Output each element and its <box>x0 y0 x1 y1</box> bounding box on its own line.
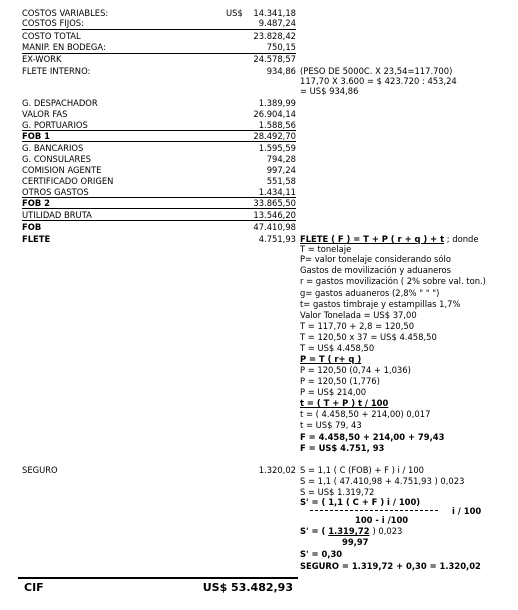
label-valor-fas: VALOR FAS <box>22 109 68 119</box>
label-certificado-origen: CERTIFICADO ORIGEN <box>22 176 114 186</box>
label-cif: CIF <box>24 581 44 594</box>
p-note-line: P = 120,50 (0,74 + 1,036) <box>300 365 411 375</box>
value-costos-fijos: 9.487,24 <box>258 18 296 28</box>
label-g-bancarios: G. BANCARIOS <box>22 143 84 153</box>
label-flete: FLETE <box>22 234 51 244</box>
flete-note-line: P= valor tonelaje considerando sólo <box>300 254 451 264</box>
value-fob-1: 28.492,70 <box>253 131 296 141</box>
label-costos-fijos: COSTOS FIJOS: <box>22 18 84 28</box>
rule-cif <box>18 577 298 579</box>
flete-note-line: g= gastos aduaneros (2,8% " " ") <box>300 288 440 298</box>
label-otros-gastos: OTROS GASTOS <box>22 187 89 197</box>
label-costos-variables: COSTOS VARIABLES: <box>22 8 109 18</box>
value-costos-variables: 14.341,18 <box>253 8 296 18</box>
label-g-consulares: G. CONSULARES <box>22 154 91 164</box>
value-certificado-origen: 551,58 <box>266 176 296 186</box>
s-prime-formula: S' = ( 1,1 ( C + F ) i / 100) <box>300 497 421 507</box>
seguro-note-line: S = 1,1 ( 47.410,98 + 4.751,93 ) 0,023 <box>300 476 465 486</box>
label-flete-interno: FLETE INTERNO: <box>22 66 91 76</box>
s-prime-calc-numerator: 1.319,72 <box>328 526 370 536</box>
value-g-despachador: 1.389,99 <box>258 98 296 108</box>
label-g-despachador: G. DESPACHADOR <box>22 98 98 108</box>
seguro-note-line: S = US$ 1.319,72 <box>300 487 375 497</box>
p-formula-head: P = T ( r+ q ) <box>300 354 362 364</box>
value-g-bancarios: 1.595,59 <box>258 143 296 153</box>
currency-costos-variables: US$ <box>226 8 243 18</box>
flete-formula-head: FLETE ( F ) = T + P ( r + q ) + t <box>300 234 445 244</box>
value-cif: US$ 53.482,93 <box>202 581 293 594</box>
rule-fob <box>22 220 296 221</box>
s-prime-calc-denominator: 99,97 <box>342 537 369 547</box>
seguro-total: SEGURO = 1.319,72 + 0,30 = 1.320,02 <box>300 561 481 571</box>
p-note-line: P = US$ 214,00 <box>300 387 367 397</box>
label-ex-work: EX-WORK <box>22 54 62 64</box>
label-costo-total: COSTO TOTAL <box>22 31 81 41</box>
s-prime-calc-tail: ) 0,023 <box>372 526 403 536</box>
s-prime-fraction-bar <box>310 510 438 511</box>
flete-note-line: T = 117,70 + 2,8 = 120,50 <box>300 321 415 331</box>
flete-note-line: T = US$ 4.458,50 <box>300 343 375 353</box>
value-manip-bodega: 750,15 <box>266 42 296 52</box>
value-flete: 4.751,93 <box>258 234 296 244</box>
rule-after-fob-2 <box>22 208 296 209</box>
t-formula-head: t = ( T + P ) t / 100 <box>300 398 389 408</box>
flete-interno-note-3: = US$ 934,86 <box>300 86 359 96</box>
seguro-note-line: S = 1,1 ( C (FOB) + F ) i / 100 <box>300 465 424 475</box>
p-note-line: P = 120,50 (1,776) <box>300 376 380 386</box>
label-manip-bodega: MANIP. EN BODEGA: <box>22 42 106 52</box>
flete-interno-note-1: (PESO DE 5000C. X 23,54=117.700) <box>300 66 453 76</box>
label-fob-2: FOB 2 <box>22 198 50 208</box>
value-ex-work: 24.578,57 <box>253 54 296 64</box>
value-fob-2: 33.865,50 <box>253 198 296 208</box>
flete-note-line: t= gastos timbraje y estampillas 1,7% <box>300 299 461 309</box>
value-g-portuarios: 1.588,56 <box>258 120 296 130</box>
s-prime-calc-label: S' = ( <box>300 526 326 536</box>
flete-note-line: T = 120,50 x 37 = US$ 4.458,50 <box>300 332 437 342</box>
flete-note-line: r = gastos movilización ( 2% sobre val. ton.) <box>300 276 486 286</box>
flete-formula-tail: ; donde <box>446 234 479 244</box>
flete-note-line: Gastos de movilización y aduaneros <box>300 265 452 275</box>
f-result-line: F = 4.458,50 + 214,00 + 79,43 <box>300 432 445 442</box>
label-comision-agente: COMISION AGENTE <box>22 165 102 175</box>
value-flete-interno: 934,86 <box>266 66 296 76</box>
value-fob: 47.410,98 <box>253 222 296 232</box>
f-result-line: F = US$ 4.751, 93 <box>300 443 385 453</box>
value-g-consulares: 794,28 <box>266 154 296 164</box>
value-seguro: 1.320,02 <box>258 465 296 475</box>
flete-note-line: Valor Tonelada = US$ 37,00 <box>300 310 417 320</box>
flete-interno-note-2: 117,70 X 3.600 = $ 423.720 : 453,24 <box>300 76 457 86</box>
s-prime-result: S' = 0,30 <box>300 549 343 559</box>
label-fob-1: FOB 1 <box>22 131 50 141</box>
flete-formula <box>300 234 479 244</box>
label-seguro: SEGURO <box>22 465 58 475</box>
s-prime-denominator: 100 - i /100 <box>355 515 409 525</box>
label-utilidad-bruta: UTILIDAD BRUTA <box>22 210 92 220</box>
value-comision-agente: 997,24 <box>266 165 296 175</box>
label-g-portuarios: G. PORTUARIOS <box>22 120 88 130</box>
rule-after-fob-1 <box>22 141 296 142</box>
value-valor-fas: 26.904,14 <box>253 109 296 119</box>
t-note-line: t = ( 4.458,50 + 214,00) 0,017 <box>300 409 431 419</box>
flete-note-line: T = tonelaje <box>300 244 352 254</box>
label-fob: FOB <box>22 222 42 232</box>
value-otros-gastos: 1.434,11 <box>258 187 296 197</box>
s-prime-calc <box>300 526 402 536</box>
value-costo-total: 23.828,42 <box>253 31 296 41</box>
s-prime-divisor: i / 100 <box>452 506 482 516</box>
value-utilidad-bruta: 13.546,20 <box>253 210 296 220</box>
t-note-line: t = US$ 79, 43 <box>300 420 362 430</box>
rule-costo-total <box>22 29 296 30</box>
